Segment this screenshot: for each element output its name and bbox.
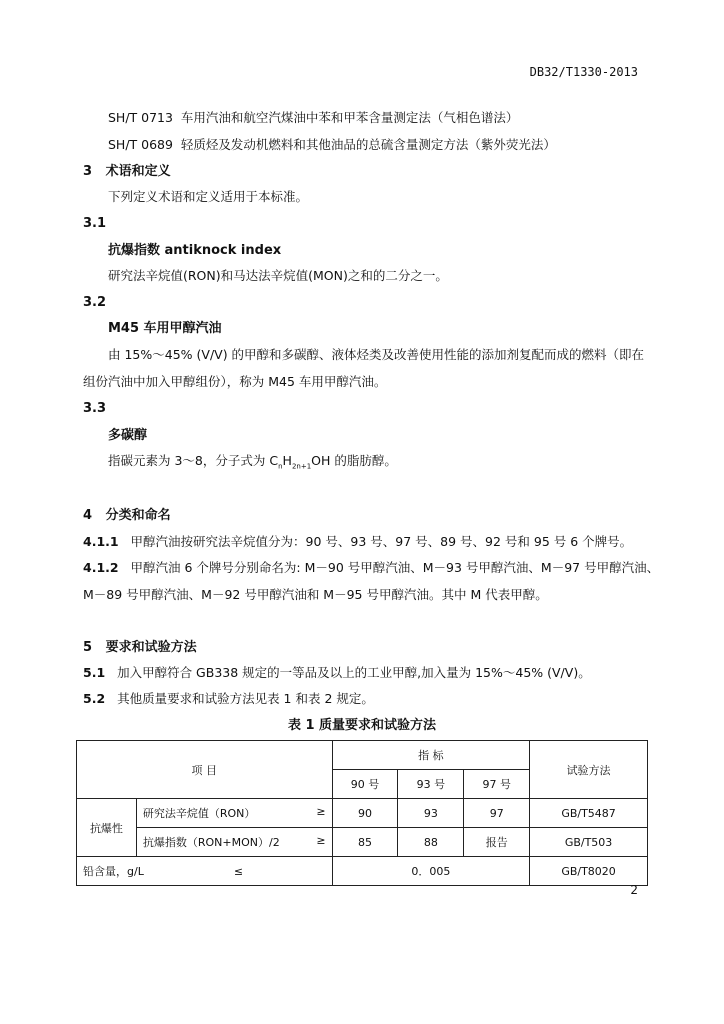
value-cell: 93: [398, 799, 464, 828]
clause-text: 甲醇汽油按研究法辛烷值分为：90 号、93 号、97 号、89 号、92 号和 95 号 6 个牌号。: [130, 534, 633, 549]
reference-code: SH/T 0713: [108, 110, 173, 125]
section-title: 要求和试验方法: [105, 640, 197, 655]
grade-cell: 97 号: [464, 770, 530, 799]
value-cell: 0．005: [332, 857, 530, 886]
value-cell: 90: [332, 799, 398, 828]
term-definition: 研究法辛烷值(RON)和马达法辛烷值(MON)之和的二分之一。: [108, 268, 448, 283]
value-cell: 88: [398, 828, 464, 857]
table-row: [77, 799, 648, 828]
clause-number: 5.1: [83, 665, 106, 680]
clause-number: 4.1.1: [83, 534, 119, 549]
section-heading: [83, 641, 197, 654]
clause-number: 5.2: [83, 691, 106, 706]
clause-text-continued: M－89 号甲醇汽油、M－92 号甲醇汽油和 M－95 号甲醇汽油。其中 M 代表甲醇。: [83, 587, 548, 602]
table-row: [77, 857, 648, 886]
clause: [83, 536, 632, 549]
section-title: 术语和定义: [105, 164, 171, 179]
clause: [83, 693, 374, 706]
section-number: 3: [83, 164, 93, 179]
reference-title: 轻质烃及发动机燃料和其他油品的总硫含量测定方法（紫外荧光法）: [180, 137, 556, 152]
reference-item: [108, 112, 518, 125]
method-cell: GB/T5487: [530, 799, 648, 828]
section-heading: [83, 165, 171, 178]
table-caption: 表 1 质量要求和试验方法: [287, 718, 437, 733]
term-title: M45 车用甲醇汽油: [108, 321, 222, 336]
table-header-row: [77, 741, 648, 770]
clause-number: 4.1.2: [83, 560, 119, 575]
clause: [83, 562, 659, 575]
header-method: 试验方法: [530, 741, 648, 799]
property-cell: 抗爆指数（RON+MON）/2 ≥: [136, 828, 332, 857]
section-heading: [83, 509, 171, 522]
value-cell: 97: [464, 799, 530, 828]
method-cell: GB/T8020: [530, 857, 648, 886]
grade-cell: 90 号: [332, 770, 398, 799]
reference-title: 车用汽油和航空汽煤油中苯和甲苯含量测定法（气相色谱法）: [180, 110, 519, 125]
section-title: 分类和命名: [105, 508, 171, 523]
property-cell: 研究法辛烷值（RON） ≥: [136, 799, 332, 828]
property-cell: 铅含量，g/L ≤: [77, 857, 333, 886]
document-code: DB32/T1330-2013: [529, 65, 638, 79]
reference-code: SH/T 0689: [108, 137, 173, 152]
clause-text: 加入甲醇符合 GB338 规定的一等品及以上的工业甲醇,加入量为 15%～45% (V/V)。: [117, 665, 591, 680]
reference-item: [108, 139, 556, 152]
clause-number: 3.1: [83, 216, 107, 231]
header-index: 指 标: [332, 741, 530, 770]
method-cell: GB/T503: [530, 828, 648, 857]
quality-table: [76, 740, 648, 886]
grade-cell: 93 号: [398, 770, 464, 799]
table-row: [77, 828, 648, 857]
page-number: 2: [630, 883, 638, 897]
clause-text: 其他质量要求和试验方法见表 1 和表 2 规定。: [117, 691, 374, 706]
clause: [83, 667, 591, 680]
section-number: 5: [83, 640, 93, 655]
term-definition: 指碳元素为 3～8，分子式为 $C_nH_{2n+1}OH$ 的脂肪醇。: [108, 453, 397, 471]
term-title: 抗爆指数 antiknock index: [108, 243, 282, 258]
header-item: 项 目: [77, 741, 333, 799]
paragraph: 下列定义术语和定义适用于本标准。: [108, 189, 309, 204]
section-number: 4: [83, 508, 93, 523]
group-label: 抗爆性: [77, 799, 137, 857]
term-title: 多碳醇: [108, 428, 148, 443]
clause-number: 3.3: [83, 401, 107, 416]
value-cell: 85: [332, 828, 398, 857]
value-cell: 报告: [464, 828, 530, 857]
clause-text: 甲醇汽油 6 个牌号分别命名为: M－90 号甲醇汽油、M－93 号甲醇汽油、M－97 号甲醇汽油、: [130, 560, 660, 575]
clause-number: 3.2: [83, 295, 107, 310]
term-definition: 由 15%～45% (V/V) 的甲醇和多碳醇、液体烃类及改善使用性能的添加剂复配而成的燃料（即在: [108, 347, 645, 362]
term-definition-continued: 组份汽油中加入甲醇组份），称为 M45 车用甲醇汽油。: [83, 374, 387, 389]
